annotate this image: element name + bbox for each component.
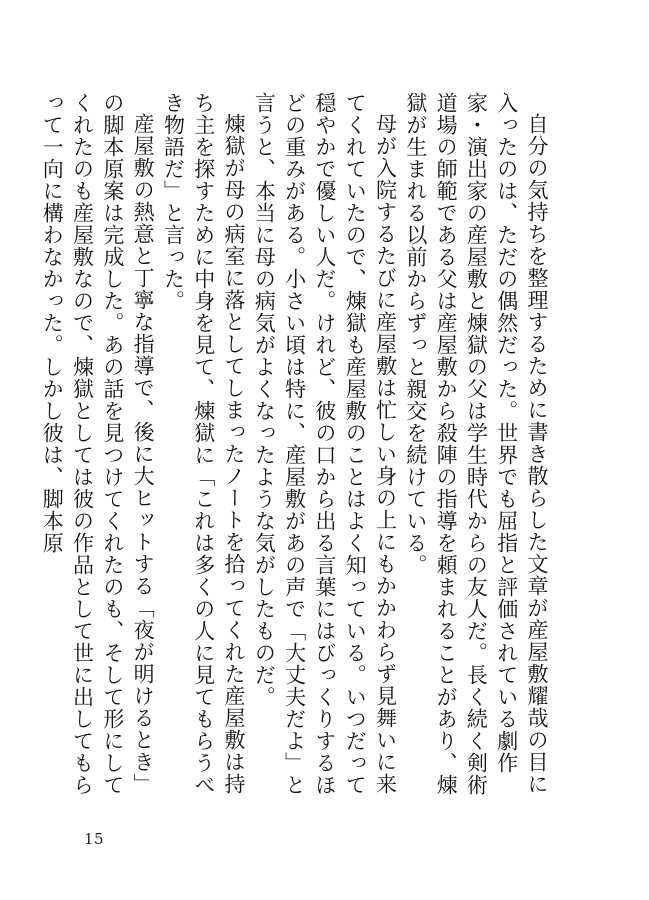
page-number: 15 (84, 830, 105, 848)
paragraph-3: 煉獄が母の病室に落としてしまったノートを拾ってくれた産屋敷は持ち主を探すために中身を見て、煉獄に「これは多くの人に見てもらうべき物語だ」と言った。 (161, 92, 247, 796)
paragraph-1: 自分の気持ちを整理するために書き散らした文章が産屋敷耀哉の目に入ったのは、ただの偶然だった。世界でも屈指と評価されている劇作家・演出家の産屋敷と煉獄の父は学生時代からの友人だ。長く続く剣術道場の師範である父は産屋敷から殺陣の指導を頼まれることがあり、煉獄が生まれる以前からずっと親交を続けている。 (403, 92, 549, 796)
vertical-text-body (40, 92, 552, 802)
paragraph-2: 母が入院するたびに産屋敷は忙しい身の上にもかかわらず見舞いに来てくれていたので、煉獄も産屋敷のことはよく知っている。いつだって穏やかで優しい人だ。けれど、彼の口から出る言葉にはびっくりするほどの重みがある。小さい頃は特に、産屋敷があの声で「大丈夫だよ」と言うと、本当に母の病気がよくなったような気がしたものだ。 (252, 92, 398, 796)
paragraph-4: 産屋敷の熱意と丁寧な指導で、後に大ヒットする「夜が明けるとき」の脚本原案は完成した。あの話を見つけてくれたのも、そして形にしてくれたのも産屋敷なので、煉獄としては彼の作品として世に出してもらって一向に構わなかった。しかし彼は、脚本原 (40, 92, 156, 796)
